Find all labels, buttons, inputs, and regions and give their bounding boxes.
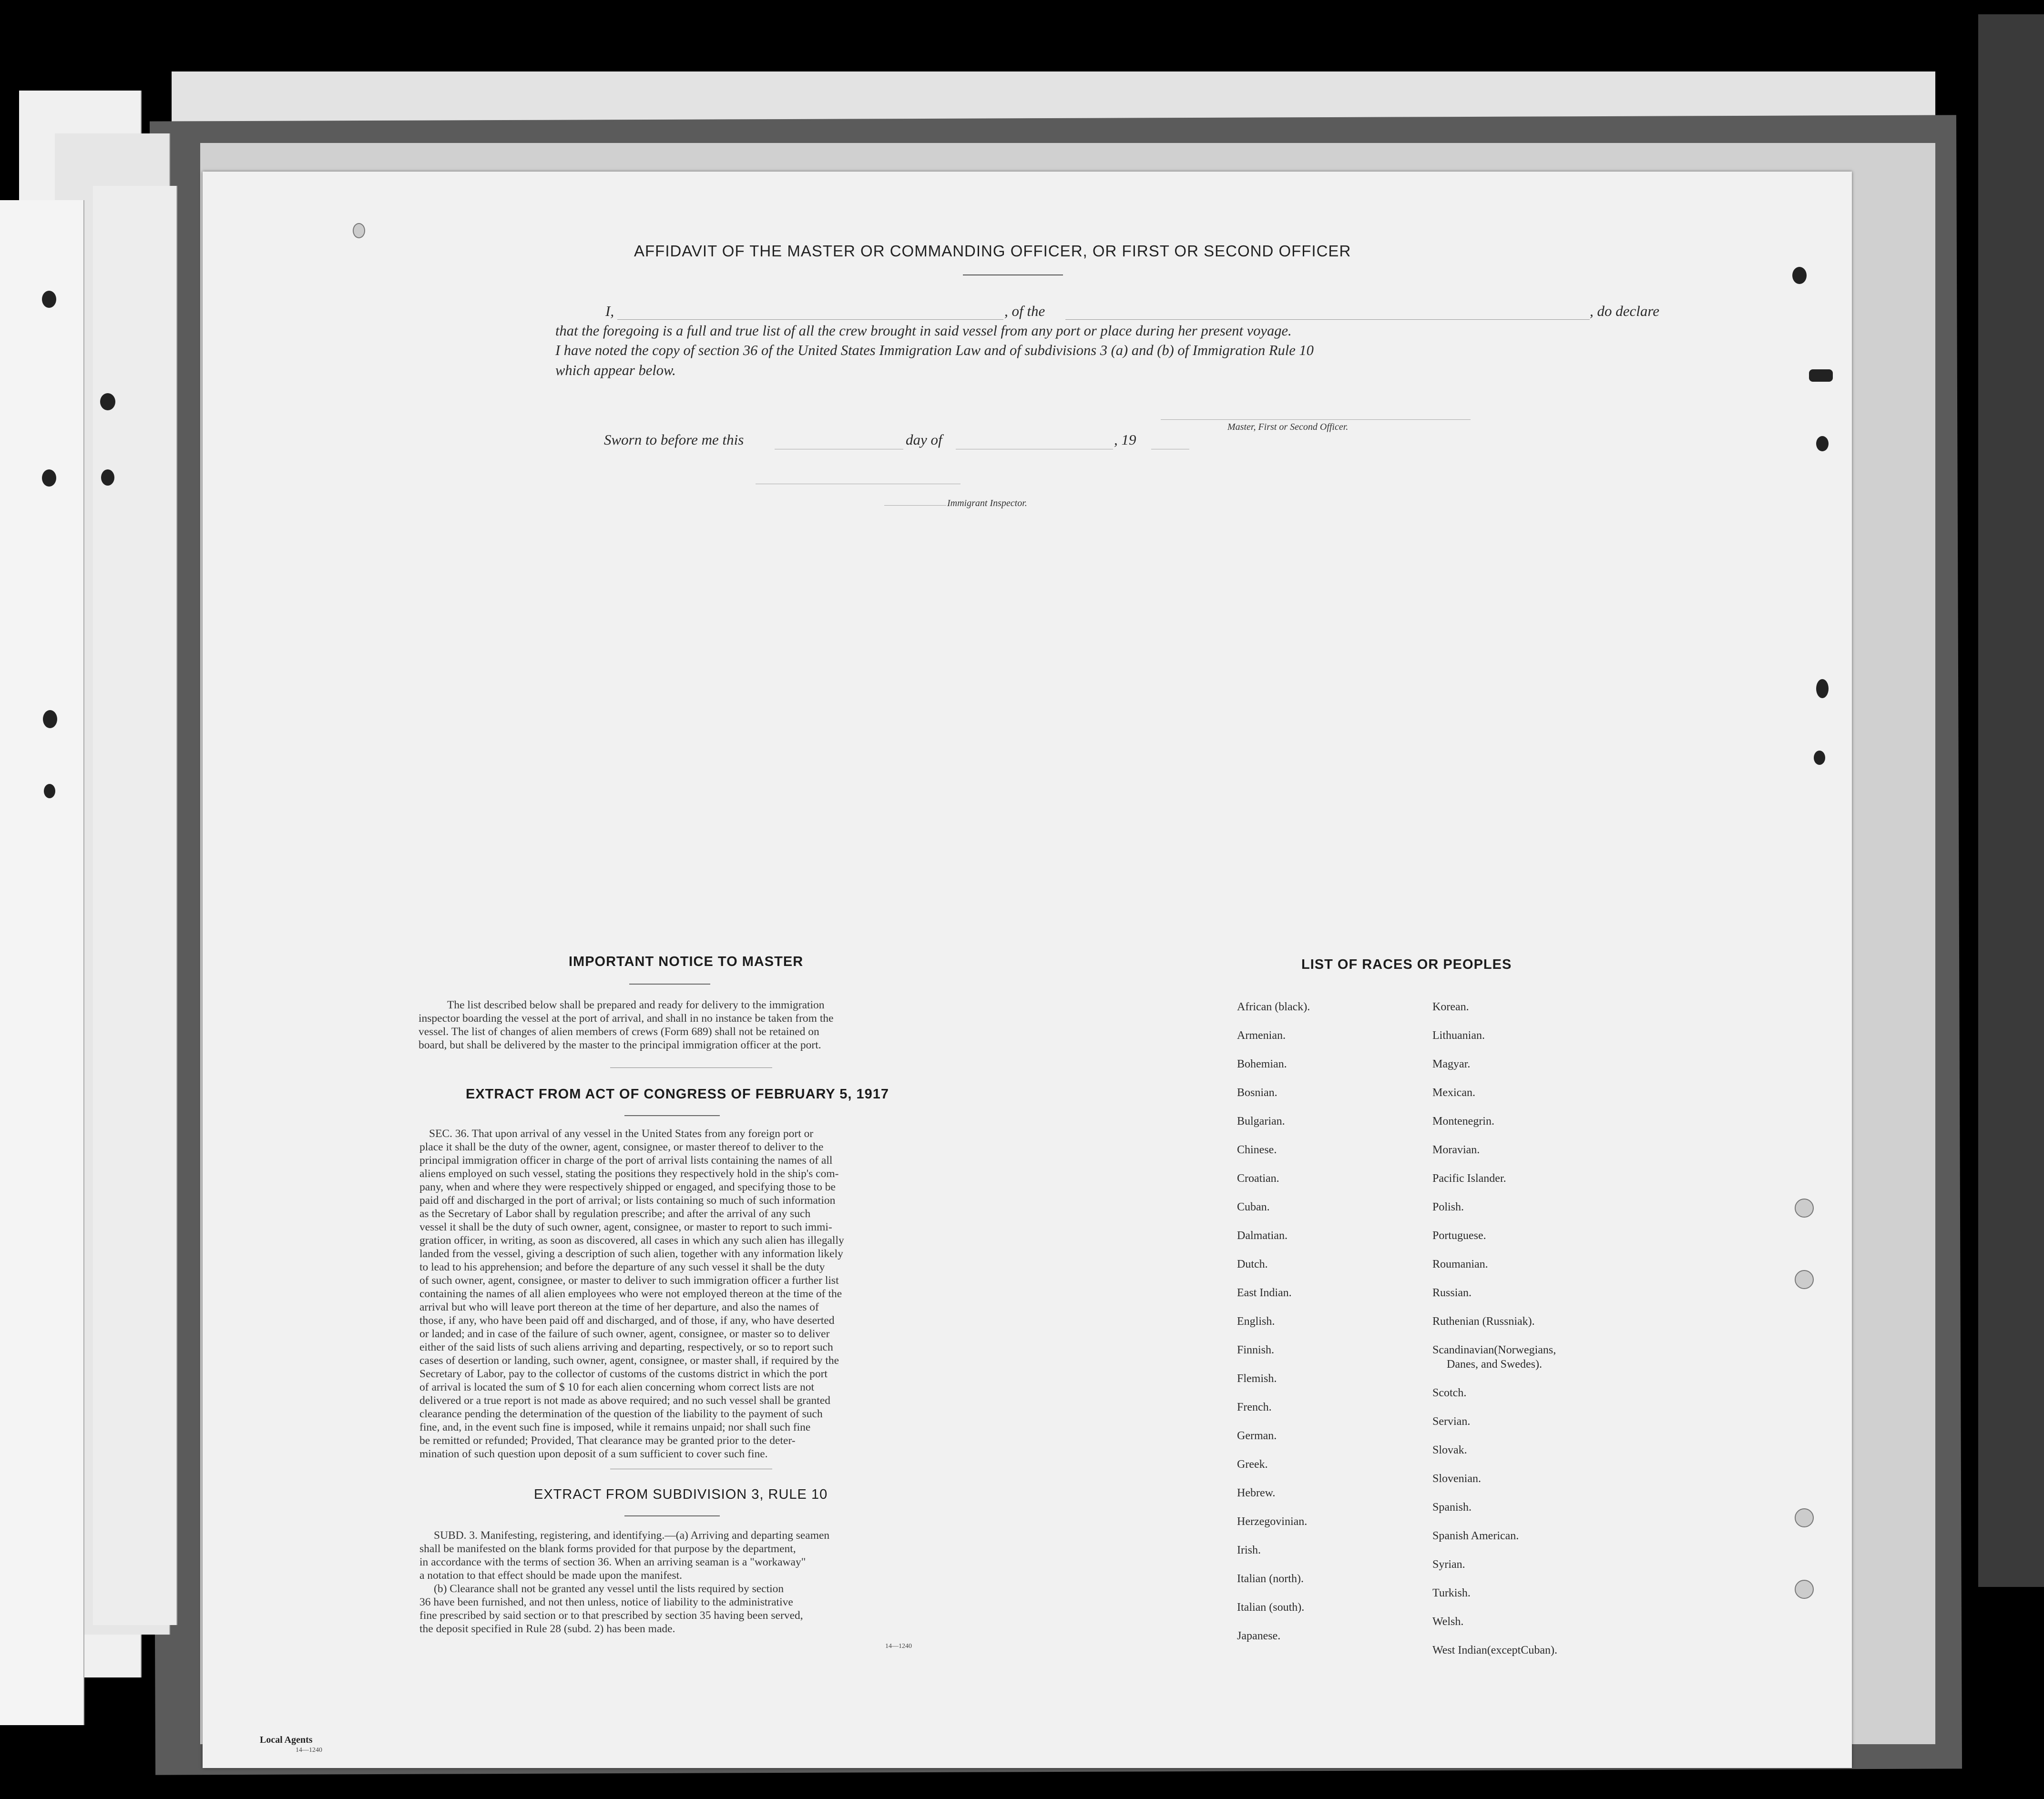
race-item: French. xyxy=(1237,1401,1272,1413)
notice-line: board, but shall be delivered by the master to the principal immigration officer at the port. xyxy=(419,1039,821,1051)
act-line: place it shall be the duty of the owner, agent, consignee, or master thereof to deliver to the xyxy=(419,1141,824,1153)
rule-line: (b) Clearance shall not be granted any vessel until the lists required by section xyxy=(434,1583,784,1595)
rule-line: 36 have been furnished, and not then unless, notice of liability to the administrative xyxy=(419,1596,793,1608)
affidavit-line-2: that the foregoing is a full and true list of all the crew brought in said vessel from any port or place during her present voyage. xyxy=(555,323,1292,339)
page-punch-hole xyxy=(1795,1508,1814,1527)
page-punch-hole xyxy=(1795,1580,1814,1599)
notice-text xyxy=(419,998,1181,1052)
race-item: Spanish American. xyxy=(1432,1530,1519,1542)
page-fastener xyxy=(1809,369,1833,382)
act-line: Secretary of Labor, pay to the collector of customs of the customs district in which the port xyxy=(419,1368,828,1380)
notice-line: inspector boarding the vessel at the port of arrival, and shall in no instance be taken from the xyxy=(419,1012,834,1025)
punch-hole xyxy=(43,710,57,728)
race-item: Moravian. xyxy=(1432,1144,1480,1156)
act-line: be remitted or refunded; Provided, That clearance may be granted prior to the deter- xyxy=(419,1434,796,1447)
punch-hole xyxy=(42,291,56,308)
race-item: Slovenian. xyxy=(1432,1473,1481,1485)
page-punch-hole xyxy=(1814,751,1825,765)
race-item: Greek. xyxy=(1237,1458,1268,1471)
affidavit-line-3: I have noted the copy of section 36 of the United States Immigration Law and of subdivisions 3 (a) and (b) of Immigration Rule 10 xyxy=(555,342,1314,358)
race-item: Roumanian. xyxy=(1432,1258,1488,1270)
affidavit-line-of: , of the xyxy=(1004,303,1045,319)
race-item: Scandinavian(Norwegians, xyxy=(1432,1344,1556,1356)
act-line: aliens employed on such vessel, stating the positions they respectively hold in the ship's com- xyxy=(419,1168,839,1180)
act-line: gration officer, in writing, as soon as discovered, all cases in which any such alien has illegally xyxy=(419,1234,844,1247)
act-line: either of the said lists of such aliens arriving and departing, respectively, or so to report such xyxy=(419,1341,833,1353)
act-heading: EXTRACT FROM ACT OF CONGRESS OF FEBRUARY 5, 1917 xyxy=(466,1087,889,1102)
race-item: Dutch. xyxy=(1237,1258,1268,1270)
race-item: Herzegovinian. xyxy=(1237,1515,1308,1528)
inspector-label: Immigrant Inspector. xyxy=(947,498,1027,508)
rule-line: a notation to that effect should be made upon the manifest. xyxy=(419,1569,683,1582)
race-item: Flemish. xyxy=(1237,1372,1277,1385)
act-line: of such owner, agent, consignee, or master to deliver to such immigration officer a further list xyxy=(419,1274,839,1287)
rule-line: fine prescribed by said section or to that prescribed by section 35 having been served, xyxy=(419,1609,803,1622)
act-line: to lead to his apprehension; and before the departure of any such vessel it shall be the duty xyxy=(419,1261,825,1273)
rule-divider xyxy=(624,1515,720,1516)
act-line: principal immigration officer in charge of the port of arrival lists containing the names of all xyxy=(419,1154,833,1167)
race-item: Servian. xyxy=(1432,1415,1471,1428)
page-punch-hole xyxy=(1816,679,1829,698)
vessel-blank xyxy=(1065,319,1590,320)
race-item: Bosnian. xyxy=(1237,1087,1278,1099)
race-item: English. xyxy=(1237,1315,1275,1328)
race-item: Japanese. xyxy=(1237,1630,1281,1642)
race-item: Portuguese. xyxy=(1432,1230,1486,1242)
race-item: Dalmatian. xyxy=(1237,1230,1288,1242)
title-divider xyxy=(963,274,1063,275)
act-line: clearance pending the determination of the question of the liability to the payment of such xyxy=(419,1408,823,1420)
day-of-text: day of xyxy=(906,431,942,448)
race-item: Korean. xyxy=(1432,1001,1469,1013)
race-item: German. xyxy=(1237,1430,1277,1442)
act-line: paid off and discharged in the port of arrival; or lists containing so much of such information xyxy=(419,1194,836,1207)
race-item: Turkish. xyxy=(1432,1587,1471,1599)
race-item: Bohemian. xyxy=(1237,1058,1287,1070)
act-line: fine, and, in the event such fine is imposed, while it remains unpaid; nor shall such fine xyxy=(419,1421,811,1433)
notice-heading: IMPORTANT NOTICE TO MASTER xyxy=(569,954,804,969)
races-heading: LIST OF RACES OR PEOPLES xyxy=(1301,957,1512,972)
race-item: Scotch. xyxy=(1432,1387,1467,1399)
race-item: Mexican. xyxy=(1432,1087,1475,1099)
act-line: containing the names of all alien employees who were not employed thereon at the time of the xyxy=(419,1288,842,1300)
race-item: Polish. xyxy=(1432,1201,1464,1213)
punch-hole xyxy=(101,469,114,486)
form-number: 14—1240 xyxy=(885,1643,912,1650)
left-page-edge-4 xyxy=(0,200,84,1725)
race-item: Russian. xyxy=(1432,1287,1472,1299)
race-item: Welsh. xyxy=(1432,1616,1464,1628)
race-item: Croatian. xyxy=(1237,1172,1279,1185)
punch-hole xyxy=(42,469,56,487)
race-item: African (black). xyxy=(1237,1001,1310,1013)
race-item: Montenegrin. xyxy=(1432,1115,1494,1128)
rule-line: shall be manifested on the blank forms provided for that purpose by the department, xyxy=(419,1543,796,1555)
act-line: those, if any, who have been paid off and discharged, and of those, if any, who have deserted xyxy=(419,1314,835,1327)
officer-label: Master, First or Second Officer. xyxy=(1227,422,1349,432)
year-text: , 19 xyxy=(1114,431,1136,448)
race-item: Lithuanian. xyxy=(1432,1029,1485,1042)
local-agents-text: Local Agents xyxy=(260,1735,313,1745)
page-punch-hole xyxy=(353,223,365,238)
act-line: arrival but who will leave port thereon at the time of her departure, and also the names of xyxy=(419,1301,819,1313)
race-item: Spanish. xyxy=(1432,1501,1472,1514)
name-blank xyxy=(617,319,1003,320)
race-item: Bulgarian. xyxy=(1237,1115,1285,1128)
act-line: pany, when and where they were respectively shipped or engaged, and specifying those to be xyxy=(419,1181,836,1193)
rule-heading: EXTRACT FROM SUBDIVISION 3, RULE 10 xyxy=(534,1487,828,1502)
race-item: Italian (south). xyxy=(1237,1601,1305,1614)
race-item: Slovak. xyxy=(1432,1444,1467,1456)
races-left-column xyxy=(1237,1001,1310,1658)
race-item: East Indian. xyxy=(1237,1287,1292,1299)
act-line: or landed; and in case of the failure of such owner, agent, consignee, or master so to deliver xyxy=(419,1328,830,1340)
affidavit-line-declare: , do declare xyxy=(1590,303,1660,319)
notice-line: The list described below shall be prepared and ready for delivery to the immigration xyxy=(447,999,825,1011)
rule-line: SUBD. 3. Manifesting, registering, and identifying.—(a) Arriving and departing seamen xyxy=(434,1529,830,1542)
punch-hole xyxy=(44,784,55,798)
act-line: landed from the vessel, giving a description of such alien, together with any information likely xyxy=(419,1248,843,1260)
act-line: vessel it shall be the duty of such owner, agent, consignee, or master to report to such immi- xyxy=(419,1221,832,1233)
rule-line: in accordance with the terms of section 36. When an arriving seaman is a "workaway" xyxy=(419,1556,806,1568)
act-text xyxy=(419,1127,1182,1461)
act-divider xyxy=(624,1115,720,1116)
race-item: Chinese. xyxy=(1237,1144,1277,1156)
rule-text xyxy=(419,1529,1182,1636)
affidavit-title: AFFIDAVIT OF THE MASTER OR COMMANDING OFFICER, OR FIRST OR SECOND OFFICER xyxy=(634,242,1351,260)
page-punch-hole xyxy=(1792,267,1807,284)
right-edge-strip xyxy=(1978,14,2044,1587)
act-line: as the Secretary of Labor shall by regulation prescribe; and after the arrival of any such xyxy=(419,1208,811,1220)
act-line: of arrival is located the sum of $ 10 for each alien concerning whom correct lists are not xyxy=(419,1381,815,1393)
affidavit-line-4: which appear below. xyxy=(555,362,676,378)
act-line: SEC. 36. That upon arrival of any vessel in the United States from any foreign port or xyxy=(429,1128,814,1140)
act-line: cases of desertion or landing, such owner, agent, consignee, or master shall, if required by the xyxy=(419,1354,839,1367)
race-item: Danes, and Swedes). xyxy=(1447,1358,1542,1371)
rule-line: the deposit specified in Rule 28 (subd. 2) has been made. xyxy=(419,1623,675,1635)
underlying-form-number: 14—1240 xyxy=(296,1747,322,1754)
affidavit-line-i: I, xyxy=(605,303,614,319)
race-item: West Indian(exceptCuban). xyxy=(1432,1644,1557,1657)
officer-signature-line xyxy=(1161,419,1471,420)
page-punch-hole xyxy=(1795,1270,1814,1289)
race-item: Italian (north). xyxy=(1237,1573,1304,1585)
race-item: Pacific Islander. xyxy=(1432,1172,1506,1185)
race-item: Armenian. xyxy=(1237,1029,1286,1042)
act-line: mination of such question upon deposit of a sum sufficient to cover such fine. xyxy=(419,1448,768,1460)
notice-line: vessel. The list of changes of alien members of crews (Form 689) shall not be retained on xyxy=(419,1026,819,1038)
race-item: Irish. xyxy=(1237,1544,1261,1556)
punch-hole xyxy=(100,393,115,410)
inspector-dotted-line xyxy=(884,505,946,506)
race-item: Syrian. xyxy=(1432,1558,1465,1571)
affidavit-page xyxy=(203,172,1852,1768)
notice-divider xyxy=(629,984,710,985)
race-item: Hebrew. xyxy=(1237,1487,1276,1499)
race-item: Finnish. xyxy=(1237,1344,1275,1356)
act-line: delivered or a true report is not made as above required; and no such vessel shall be granted xyxy=(419,1394,831,1407)
races-right-column xyxy=(1432,1001,1557,1673)
sworn-text: Sworn to before me this xyxy=(604,431,744,448)
race-item: Ruthenian (Russniak). xyxy=(1432,1315,1535,1328)
page-punch-hole xyxy=(1795,1199,1814,1218)
race-item: Cuban. xyxy=(1237,1201,1270,1213)
race-item: Magyar. xyxy=(1432,1058,1471,1070)
notice-end-divider xyxy=(610,1067,772,1068)
page-punch-hole xyxy=(1816,436,1829,451)
